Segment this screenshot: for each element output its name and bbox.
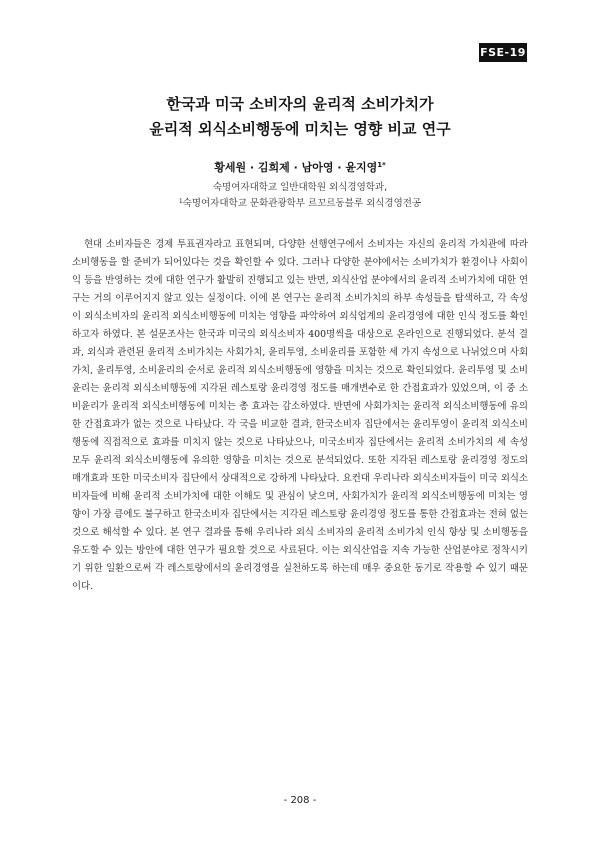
corresponding-author-mark: 1*: [377, 161, 386, 169]
paper-title-line-2: 윤리적 외식소비행동에 미치는 영향 비교 연구: [149, 120, 451, 138]
paper-title-line-1: 한국과 미국 소비자의 윤리적 소비가치가: [166, 95, 434, 113]
affiliation-line-2: [60, 195, 540, 211]
author-names: 황세원 · 김희제 · 남아영 · 윤지영: [214, 161, 378, 174]
paper-title: [60, 92, 540, 142]
affiliation-text: 숙명여자대학교 문화관광학부 르꼬르동블루 외식경영전공: [182, 198, 422, 209]
affiliation-line-1: 숙명여자대학교 일반대학원 외식경영학과,: [212, 182, 388, 193]
affiliation-mark: 1: [178, 198, 183, 205]
abstract-body: 현대 소비자들은 경제 투표권자라고 표현되며, 다양한 선행연구에서 소비자는 자신의 윤리적 가치관에 따라 소비행동을 할 준비가 되어있다는 것을 확인할 수 있다. 그러나 다양한 분야에서는 소비가치가 환경이나 사회이익 등을 반영하는 것에 대한 연구가 활발히 진행되고 있는 반면, 외식산업 분야에서의 윤리적 소비가치에 대한 연구는 거의 이루어지지 않고 있는 실정이다. 이에 본 연구는 윤리적 소비가치의 하부 속성들을 탐색하고, 각 속성이 외식소비자의 윤리적 외식소비행동에 미치는 영향을 파악하여 외식업계의 윤리경영에 대한 인식 정도를 확인하고자 하였다. 본 설문조사는 한국과 미국의 외식소비자 400명씩을 대상으로 온라인으로 진행되었다. 분석 결과, 외식과 관련된 윤리적 소비가치는 사회가치, 윤리투영, 소비윤리를 포함한 세 가지 속성으로 나뉘었으며 사회가치, 윤리투영, 소비윤리의 순서로 윤리적 외식소비행동에 영향을 미치는 것으로 확인되었다. 윤리투영 및 소비윤리는 윤리적 외식소비행동에 지각된 레스토랑 윤리경영 정도를 매개변수로 한 간접효과가 있었으며, 이 중 소비윤리가 윤리적 외식소비행동에 미치는 총 효과는 감소하였다. 반면에 사회가치는 윤리적 외식소비행동에 유의한 간접효과가 없는 것으로 나타났다. 각 국을 비교한 결과, 한국소비자 집단에서는 윤리투영이 윤리적 외식소비행동에 직접적으로 효과를 미치지 않는 것으로 나타났으나, 미국소비자 집단에서는 윤리적 소비가치의 세 속성 모두 윤리적 외식소비행동에 유의한 영향을 미치는 것으로 분석되었다. 또한 지각된 레스토랑 윤리경영 정도의 매개효과 또한 미국소비자 집단에서 상대적으로 강하게 나타났다. 요컨대 우리나라 외식소비자들이 미국 외식소비자들에 비해 윤리적 소비가치에 대한 이해도 및 관심이 낮으며, 사회가치가 윤리적 외식소비행동에 미치는 영향이 가장 큼에도 불구하고 한국소비자 집단에서는 지각된 레스토랑 윤리경영 정도를 통한 간접효과는 전혀 없는 것으로 해석할 수 있다. 본 연구 결과를 통해 우리나라 외식 소비자의 윤리적 소비가치 인식 향상 및 소비행동을 유도할 수 있는 방안에 대한 연구가 필요할 것으로 사료된다. 이는 외식산업을 지속 가능한 산업분야로 정착시키기 위한 일환으로써 각 레스토랑에서의 윤리경영을 실천하도록 하는데 매우 중요한 동기로 작용할 수 있기 때문이다.: [72, 239, 528, 592]
author-list: [60, 159, 540, 175]
affiliations: [60, 181, 540, 211]
page-number: - 208 -: [283, 795, 317, 806]
session-code-badge: FSE-19: [479, 43, 527, 62]
